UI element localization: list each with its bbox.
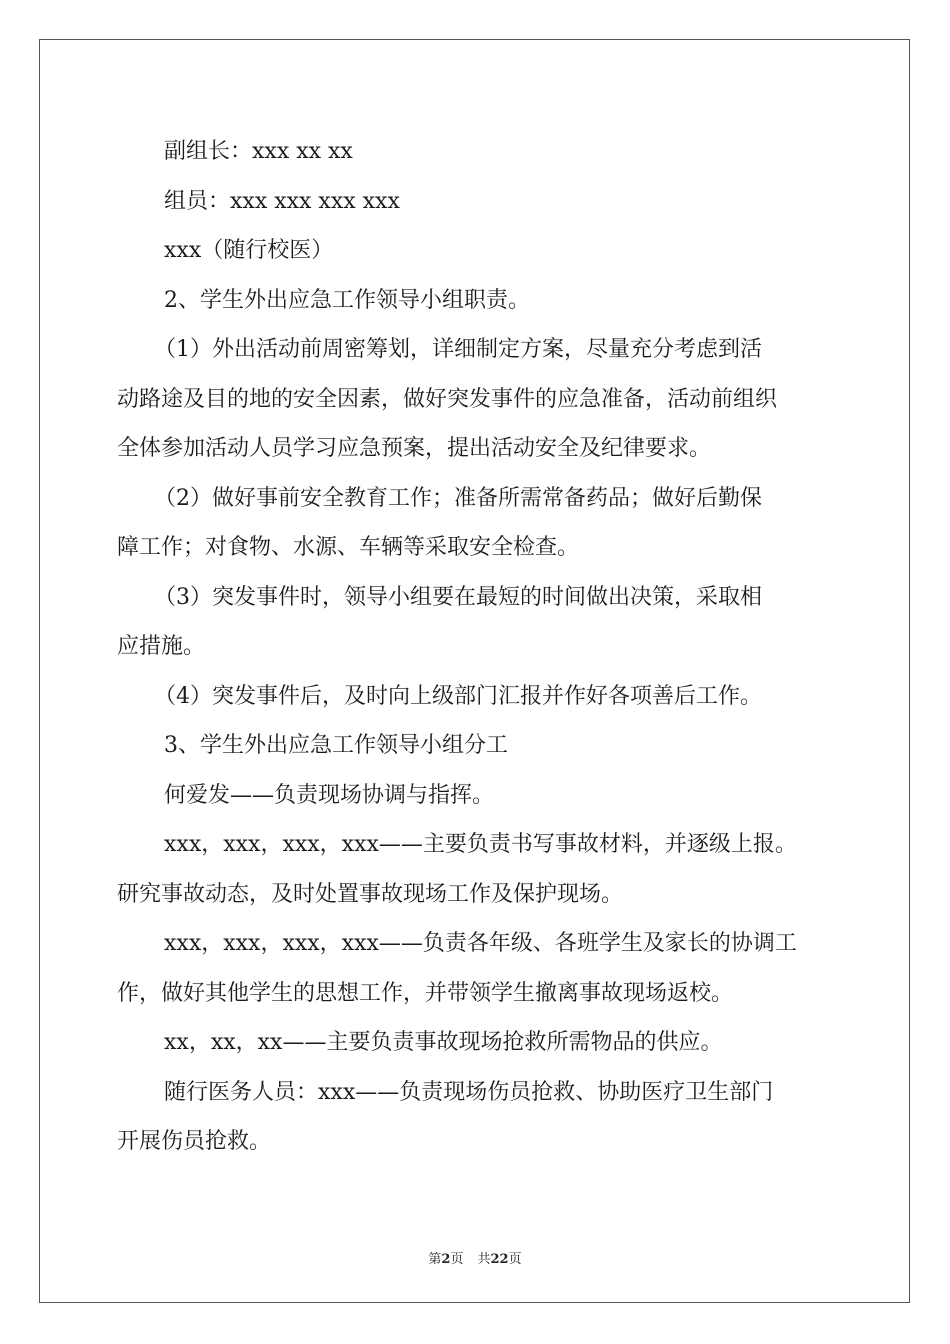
paragraph-line: （2）做好事前安全教育工作；准备所需常备药品；做好后勤保 [154,485,762,511]
line-school-doctor: xxx（随行校医） [164,238,334,263]
paragraph-line: 应措施。 [117,634,206,659]
paragraph-line: 开展伤员抢救。 [117,1129,272,1154]
heading-section-2: 2、学生外出应急工作领导小组职责。 [164,287,530,313]
paragraph-line: xxx，xxx，xxx，xxx——负责各年级、各班学生及家长的协调工 [164,931,797,956]
heading-section-3: 3、学生外出应急工作领导小组分工 [164,733,508,758]
line-vice-leader: 副组长：xxx xx xx [164,139,353,164]
footer-page-suffix: 页 [450,1252,464,1267]
paragraph-line: 全体参加活动人员学习应急预案，提出活动安全及纪律要求。 [117,436,712,461]
footer-page-number: 2 [441,1252,451,1267]
paragraph-line: 随行医务人员：xxx——负责现场伤员抢救、协助医疗卫生部门 [164,1079,774,1105]
footer-prefix: 第 [428,1252,442,1267]
paragraph-line: 研究事故动态，及时处置事故现场工作及保护现场。 [117,881,624,907]
paragraph-line: xxx，xxx，xxx，xxx——主要负责书写事故材料，并逐级上报。 [164,832,797,857]
paragraph-line: （4）突发事件后，及时向上级部门汇报并作好各项善后工作。 [154,683,762,709]
footer-total-suffix: 页 [508,1252,522,1267]
paragraph-line: 动路途及目的地的安全因素，做好突发事件的应急准备，活动前组织 [117,386,778,412]
footer-total-pages: 22 [490,1252,509,1267]
paragraph-line: （1）外出活动前周密筹划，详细制定方案，尽量充分考虑到活 [154,337,762,362]
footer-total-prefix: 共 [477,1252,491,1267]
page-footer [0,1248,950,1267]
paragraph-line: xx，xx，xx——主要负责事故现场抢救所需物品的供应。 [164,1030,723,1055]
document-body [117,127,837,1167]
paragraph-line: 作，做好其他学生的思想工作，并带领学生撤离事故现场返校。 [117,980,734,1006]
line-members: 组员：xxx xxx xxx xxx [164,188,400,214]
paragraph-line: 何爱发——负责现场协调与指挥。 [164,782,495,808]
paragraph-line: 障工作；对食物、水源、车辆等采取安全检查。 [117,535,580,560]
paragraph-line: （3）突发事件时，领导小组要在最短的时间做出决策，采取相 [154,584,762,610]
